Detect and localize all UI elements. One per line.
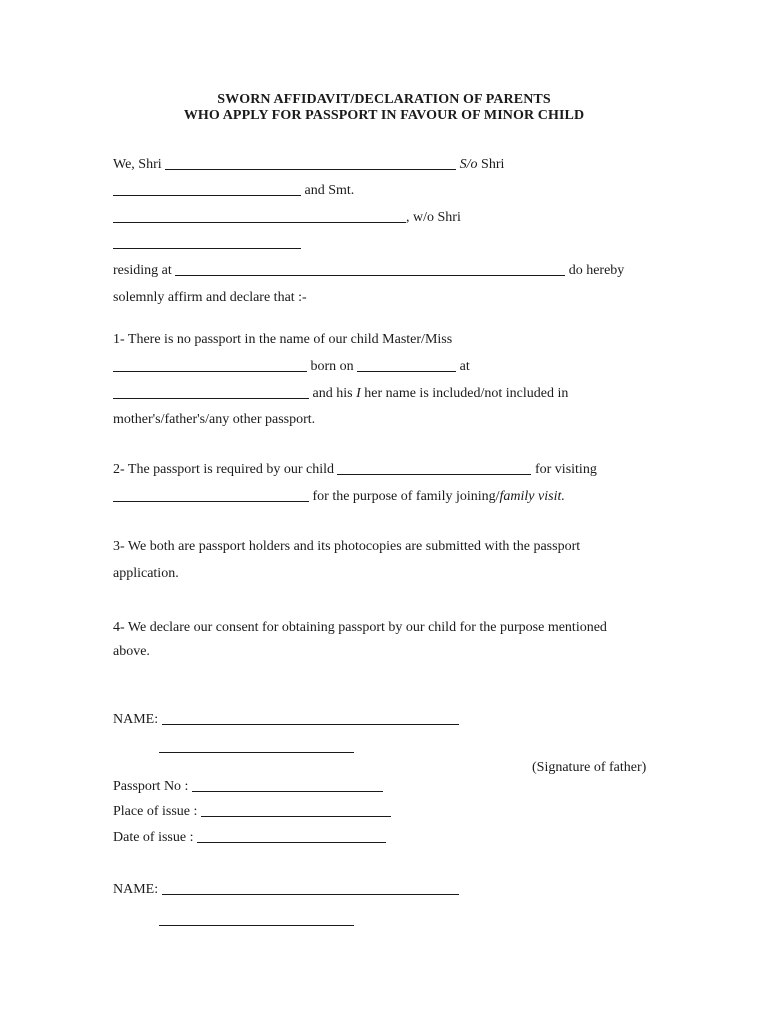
clause-4-line-1: 4- We declare our consent for obtaining passport by our child for the purpose mentioned: [113, 620, 607, 635]
clause-3-line-1: 3- We both are passport holders and its photocopies are submitted with the passport: [113, 539, 581, 554]
mother-name-blank: [113, 210, 406, 223]
father-name-signature-line: [113, 712, 459, 728]
father-name-continuation-blank: [159, 740, 354, 753]
mother-name-line: [113, 210, 461, 226]
and-his-text: and his: [312, 386, 353, 401]
clause-1-line-4: mother's/father's/any other passport.: [113, 412, 316, 427]
mother-name-continuation-blank: [159, 913, 354, 926]
w-o-shri-text: , w/o Shri: [406, 210, 461, 225]
clause-4-line-2: above.: [113, 644, 150, 659]
place-of-issue-label: Place of issue :: [113, 804, 198, 819]
birth-date-blank: [357, 359, 456, 372]
i-text: I: [356, 386, 361, 401]
residence-line: [113, 263, 624, 279]
document-title-line-1: SWORN AFFIDAVIT/DECLARATION OF PARENTS: [217, 92, 551, 107]
clause-2-line-1: [113, 462, 597, 478]
born-on-text: born on: [310, 359, 354, 374]
birth-place-blank: [113, 386, 309, 399]
place-of-issue-line: [113, 804, 391, 820]
mother-name-continuation-line: [159, 913, 354, 929]
clause-1-line-2: [113, 359, 470, 375]
passport-no-line: [113, 779, 383, 795]
document-title-line-2: WHO APPLY FOR PASSPORT IN FAVOUR OF MINOR CHILD: [183, 108, 585, 123]
we-shri-text: We, Shri: [113, 157, 162, 172]
father-name-continuation-line: [159, 740, 354, 756]
husband-name-blank: [113, 236, 301, 249]
do-hereby-text: do hereby: [568, 263, 625, 278]
destination-blank: [113, 489, 309, 502]
date-of-issue-blank: [197, 830, 386, 843]
child-blank: [337, 462, 531, 475]
her-name-text: her name is included/not included in: [364, 386, 569, 401]
name-label: NAME:: [113, 712, 159, 727]
family-visit-text: family visit.: [499, 489, 565, 504]
for-visiting-text: for visiting: [534, 462, 597, 477]
s-o-text: S/o: [459, 157, 478, 172]
clause-2-line-2: [113, 489, 565, 505]
purpose-text: for the purpose of family joining/: [312, 489, 500, 504]
grandfather-name-line: [113, 183, 354, 199]
clause-1-line-1: 1- There is no passport in the name of our child Master/Miss: [113, 332, 453, 347]
date-of-issue-label: Date of issue :: [113, 830, 194, 845]
mother-signature-name-blank: [162, 882, 459, 895]
address-blank: [175, 263, 565, 276]
father-name-blank: [165, 157, 456, 170]
grandfather-name-blank: [113, 183, 301, 196]
place-of-issue-blank: [201, 804, 391, 817]
passport-no-label: Passport No :: [113, 779, 189, 794]
signature-of-father-label: (Signature of father): [532, 760, 647, 775]
husband-name-line: [113, 236, 301, 252]
clause-1-line-3: [113, 386, 568, 402]
required-text: 2- The passport is required by our child: [113, 462, 334, 477]
clause-3-line-2: application.: [113, 566, 179, 581]
passport-no-blank: [192, 779, 383, 792]
name-label-2: NAME:: [113, 882, 159, 897]
residing-at-text: residing at: [113, 263, 172, 278]
child-name-blank: [113, 359, 307, 372]
affirm-line: solemnly affirm and declare that :-: [113, 290, 307, 305]
mother-name-signature-line: [113, 882, 459, 898]
father-signature-name-blank: [162, 712, 459, 725]
at-text: at: [459, 359, 470, 374]
date-of-issue-line: [113, 830, 386, 846]
and-smt-text: and Smt.: [304, 183, 355, 198]
father-name-line: [113, 157, 504, 173]
shri-text: Shri: [481, 157, 505, 172]
